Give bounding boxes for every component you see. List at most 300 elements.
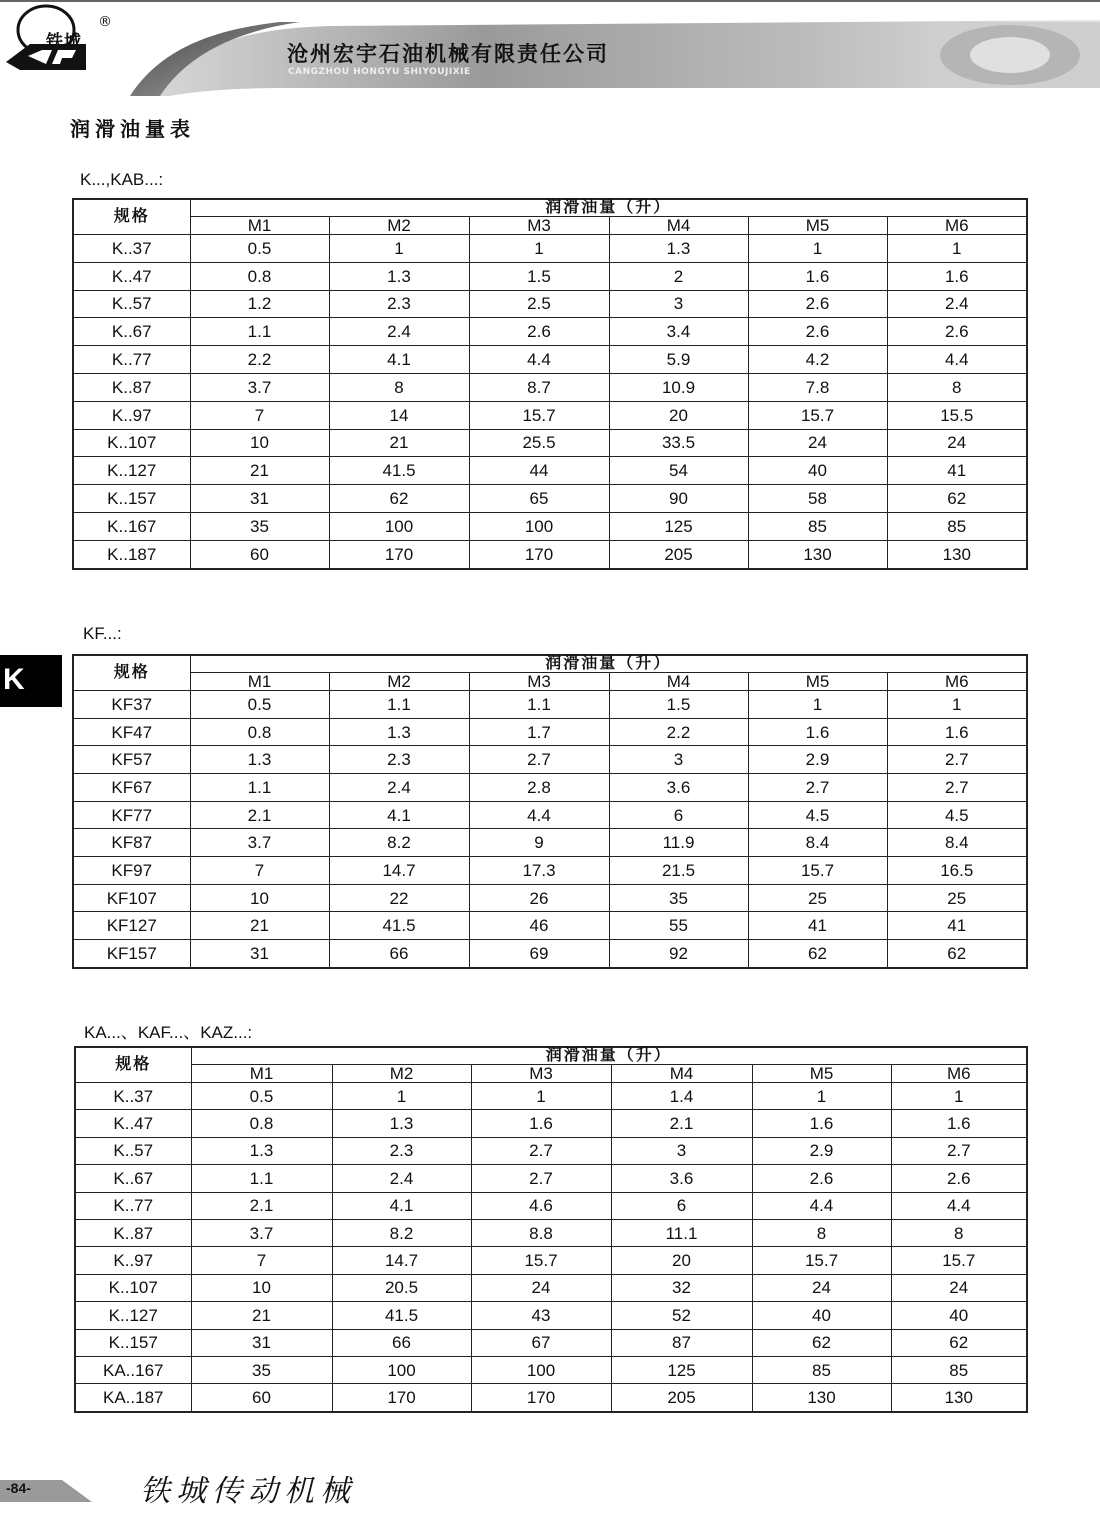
oil-volume-cell: 1: [748, 691, 887, 719]
oil-volume-cell: 1.6: [891, 1110, 1027, 1137]
oil-volume-cell: 8: [329, 373, 469, 401]
oil-volume-cell: 31: [190, 485, 329, 513]
oil-volume-cell: 2.4: [329, 774, 469, 802]
spec-cell: KA..167: [75, 1356, 191, 1383]
spec-cell: K..187: [73, 540, 190, 569]
oil-volume-cell: 14: [329, 401, 469, 429]
oil-volume-cell: 1.7: [469, 718, 609, 746]
oil-volume-cell: 15.7: [748, 857, 887, 885]
oil-volume-cell: 4.4: [752, 1192, 891, 1219]
oil-volume-cell: 3.4: [609, 318, 748, 346]
oil-volume-cell: 32: [611, 1274, 752, 1301]
oil-table-ka: [74, 1046, 1028, 1413]
oil-volume-cell: 8.4: [748, 829, 887, 857]
oil-volume-cell: 21: [329, 429, 469, 457]
oil-volume-cell: 100: [329, 512, 469, 540]
oil-volume-cell: 1: [887, 235, 1027, 263]
oil-volume-cell: 62: [329, 485, 469, 513]
oil-volume-cell: 3.7: [190, 373, 329, 401]
oil-volume-cell: 2.2: [190, 346, 329, 374]
oil-volume-cell: 15.5: [887, 401, 1027, 429]
spec-cell: K..67: [73, 318, 190, 346]
oil-volume-cell: 1.3: [332, 1110, 471, 1137]
oil-volume-cell: 24: [752, 1274, 891, 1301]
oil-volume-cell: 21: [190, 457, 329, 485]
table-row: [73, 262, 1027, 290]
oil-volume-cell: 0.5: [190, 691, 329, 719]
table-row: [73, 373, 1027, 401]
oil-volume-cell: 1: [332, 1083, 471, 1110]
table-row: [73, 540, 1027, 569]
oil-volume-cell: 41.5: [329, 912, 469, 940]
oil-volume-cell: 125: [609, 512, 748, 540]
spec-cell: K..67: [75, 1165, 191, 1192]
table-row: [73, 457, 1027, 485]
page-title: 润滑油量表: [70, 117, 195, 141]
table-row: [75, 1247, 1027, 1274]
oil-volume-cell: 1.3: [329, 718, 469, 746]
oil-volume-cell: 8: [891, 1219, 1027, 1246]
oil-volume-cell: 20.5: [332, 1274, 471, 1301]
table-row: [75, 1110, 1027, 1137]
oil-volume-cell: 15.7: [752, 1247, 891, 1274]
oil-volume-cell: 1.3: [190, 746, 329, 774]
oil-volume-cell: 1: [329, 235, 469, 263]
table-row: [75, 1329, 1027, 1356]
table-row: [75, 1274, 1027, 1301]
oil-volume-cell: 4.5: [887, 801, 1027, 829]
oil-volume-cell: 21: [190, 912, 329, 940]
table-row: [73, 235, 1027, 263]
oil-volume-cell: 2.1: [190, 801, 329, 829]
oil-volume-cell: 2.8: [469, 774, 609, 802]
oil-volume-cell: 22: [329, 884, 469, 912]
oil-volume-cell: 35: [609, 884, 748, 912]
oil-volume-cell: 9: [469, 829, 609, 857]
table-row: [75, 1165, 1027, 1192]
oil-volume-cell: 14.7: [332, 1247, 471, 1274]
oil-volume-cell: 205: [611, 1384, 752, 1412]
group-header: 润滑油量（升）: [191, 1047, 1027, 1065]
spec-cell: KA..187: [75, 1384, 191, 1412]
oil-volume-cell: 15.7: [891, 1247, 1027, 1274]
spec-cell: KF97: [73, 857, 190, 885]
oil-volume-cell: 15.7: [469, 401, 609, 429]
table-row: [75, 1083, 1027, 1110]
oil-volume-cell: 54: [609, 457, 748, 485]
oil-volume-cell: 8.2: [329, 829, 469, 857]
oil-volume-cell: 21: [191, 1302, 332, 1329]
oil-volume-cell: 85: [752, 1356, 891, 1383]
oil-volume-cell: 2.3: [332, 1137, 471, 1164]
oil-volume-cell: 4.4: [887, 346, 1027, 374]
oil-volume-cell: 2.6: [748, 290, 887, 318]
oil-volume-cell: 2.3: [329, 746, 469, 774]
oil-volume-cell: 60: [190, 540, 329, 569]
oil-volume-cell: 1.6: [748, 718, 887, 746]
oil-volume-cell: 2.7: [471, 1165, 611, 1192]
oil-volume-cell: 2.4: [887, 290, 1027, 318]
column-header: M6: [891, 1065, 1027, 1083]
oil-volume-cell: 100: [469, 512, 609, 540]
spec-cell: K..77: [73, 346, 190, 374]
spec-cell: K..157: [75, 1329, 191, 1356]
oil-volume-cell: 25: [887, 884, 1027, 912]
oil-volume-cell: 10: [191, 1274, 332, 1301]
oil-volume-cell: 1.1: [469, 691, 609, 719]
oil-volume-cell: 130: [891, 1384, 1027, 1412]
section-label-k: K...,KAB...:: [80, 170, 164, 189]
column-header: M2: [332, 1065, 471, 1083]
oil-volume-cell: 25: [748, 884, 887, 912]
oil-volume-cell: 205: [609, 540, 748, 569]
oil-volume-cell: 2.2: [609, 718, 748, 746]
oil-volume-cell: 21.5: [609, 857, 748, 885]
spec-cell: K..37: [75, 1083, 191, 1110]
oil-volume-cell: 1: [752, 1083, 891, 1110]
table-row: [75, 1137, 1027, 1164]
group-header: 润滑油量（升）: [190, 655, 1027, 673]
oil-volume-cell: 16.5: [887, 857, 1027, 885]
spec-cell: K..97: [75, 1247, 191, 1274]
oil-volume-cell: 69: [469, 940, 609, 968]
oil-volume-cell: 24: [471, 1274, 611, 1301]
oil-volume-cell: 3.7: [191, 1219, 332, 1246]
oil-volume-cell: 11.1: [611, 1219, 752, 1246]
oil-volume-cell: 17.3: [469, 857, 609, 885]
company-name-en: CANGZHOU HONGYU SHIYOUJIXIE: [288, 67, 471, 77]
spec-cell: K..107: [73, 429, 190, 457]
oil-volume-cell: 0.8: [190, 262, 329, 290]
oil-volume-cell: 62: [752, 1329, 891, 1356]
oil-volume-cell: 2.3: [329, 290, 469, 318]
oil-volume-cell: 52: [611, 1302, 752, 1329]
oil-volume-cell: 1: [748, 235, 887, 263]
oil-volume-cell: 130: [752, 1384, 891, 1412]
oil-volume-cell: 87: [611, 1329, 752, 1356]
table-row: [73, 746, 1027, 774]
oil-volume-cell: 0.5: [191, 1083, 332, 1110]
oil-volume-cell: 15.7: [748, 401, 887, 429]
oil-volume-cell: 66: [329, 940, 469, 968]
spec-header: 规格: [75, 1047, 191, 1083]
table-row: [73, 512, 1027, 540]
oil-volume-cell: 170: [469, 540, 609, 569]
oil-volume-cell: 3.6: [611, 1165, 752, 1192]
spec-cell: KF127: [73, 912, 190, 940]
oil-volume-cell: 10: [190, 429, 329, 457]
page-number: -84-: [6, 1480, 31, 1496]
oil-volume-cell: 4.4: [469, 346, 609, 374]
oil-volume-cell: 4.1: [332, 1192, 471, 1219]
table-row: [73, 857, 1027, 885]
oil-volume-cell: 33.5: [609, 429, 748, 457]
oil-volume-cell: 15.7: [471, 1247, 611, 1274]
oil-volume-cell: 2.9: [752, 1137, 891, 1164]
group-header: 润滑油量（升）: [190, 199, 1027, 217]
oil-volume-cell: 1.2: [190, 290, 329, 318]
column-header: M1: [191, 1065, 332, 1083]
spec-cell: KF37: [73, 691, 190, 719]
oil-volume-cell: 8.7: [469, 373, 609, 401]
oil-volume-cell: 66: [332, 1329, 471, 1356]
oil-volume-cell: 1.5: [469, 262, 609, 290]
section-label-ka: KA...、KAF...、KAZ...:: [84, 1023, 253, 1042]
column-header: M2: [329, 217, 469, 235]
oil-volume-cell: 2.7: [748, 774, 887, 802]
oil-volume-cell: 100: [332, 1356, 471, 1383]
column-header: M3: [469, 217, 609, 235]
oil-volume-cell: 2.6: [891, 1165, 1027, 1192]
table-row: [73, 829, 1027, 857]
spec-cell: K..57: [75, 1137, 191, 1164]
spec-cell: KF87: [73, 829, 190, 857]
oil-volume-cell: 92: [609, 940, 748, 968]
oil-volume-cell: 44: [469, 457, 609, 485]
oil-volume-cell: 7: [191, 1247, 332, 1274]
oil-volume-cell: 41.5: [332, 1302, 471, 1329]
side-tab-letter: K: [3, 663, 25, 696]
column-header: M1: [190, 217, 329, 235]
table-row: [73, 691, 1027, 719]
oil-volume-cell: 24: [748, 429, 887, 457]
oil-volume-cell: 130: [748, 540, 887, 569]
spec-cell: K..47: [75, 1110, 191, 1137]
oil-volume-cell: 90: [609, 485, 748, 513]
oil-volume-cell: 41: [887, 912, 1027, 940]
oil-volume-cell: 1: [469, 235, 609, 263]
oil-volume-cell: 130: [887, 540, 1027, 569]
oil-volume-cell: 11.9: [609, 829, 748, 857]
oil-volume-cell: 40: [752, 1302, 891, 1329]
oil-volume-cell: 58: [748, 485, 887, 513]
oil-volume-cell: 85: [887, 512, 1027, 540]
oil-volume-cell: 31: [191, 1329, 332, 1356]
oil-volume-cell: 1.1: [329, 691, 469, 719]
table-row: [73, 346, 1027, 374]
oil-volume-cell: 7.8: [748, 373, 887, 401]
oil-volume-cell: 1.6: [752, 1110, 891, 1137]
oil-volume-cell: 3: [609, 746, 748, 774]
oil-volume-cell: 6: [611, 1192, 752, 1219]
oil-volume-cell: 2.6: [469, 318, 609, 346]
oil-volume-cell: 1.6: [887, 718, 1027, 746]
table-row: [73, 940, 1027, 968]
oil-volume-cell: 1.1: [190, 318, 329, 346]
oil-volume-cell: 4.6: [471, 1192, 611, 1219]
column-header: M3: [469, 673, 609, 691]
oil-table-kf: [72, 654, 1028, 969]
table-row: [75, 1192, 1027, 1219]
spec-cell: KF47: [73, 718, 190, 746]
company-name-cn: 沧州宏宇石油机械有限责任公司: [287, 42, 609, 66]
oil-volume-cell: 0.5: [190, 235, 329, 263]
oil-volume-cell: 24: [891, 1274, 1027, 1301]
oil-volume-cell: 46: [469, 912, 609, 940]
oil-volume-cell: 40: [748, 457, 887, 485]
oil-volume-cell: 1.6: [471, 1110, 611, 1137]
oil-volume-cell: 2.7: [891, 1137, 1027, 1164]
oil-volume-cell: 0.8: [191, 1110, 332, 1137]
oil-volume-cell: 3: [611, 1137, 752, 1164]
oil-volume-cell: 2.7: [469, 746, 609, 774]
oil-volume-cell: 1.4: [611, 1083, 752, 1110]
spec-header: 规格: [73, 655, 190, 691]
oil-volume-cell: 4.4: [891, 1192, 1027, 1219]
oil-volume-cell: 170: [471, 1384, 611, 1412]
oil-volume-cell: 2.9: [748, 746, 887, 774]
spec-cell: K..157: [73, 485, 190, 513]
oil-volume-cell: 2: [609, 262, 748, 290]
table-row: [75, 1384, 1027, 1412]
oil-volume-cell: 31: [190, 940, 329, 968]
spec-cell: K..37: [73, 235, 190, 263]
table-row: [73, 318, 1027, 346]
column-header: M3: [471, 1065, 611, 1083]
column-header: M4: [611, 1065, 752, 1083]
oil-volume-cell: 20: [609, 401, 748, 429]
oil-volume-cell: 2.6: [887, 318, 1027, 346]
oil-volume-cell: 1.3: [329, 262, 469, 290]
oil-volume-cell: 2.5: [469, 290, 609, 318]
spec-cell: K..47: [73, 262, 190, 290]
table-row: [73, 912, 1027, 940]
column-header: M5: [748, 673, 887, 691]
oil-volume-cell: 3.7: [190, 829, 329, 857]
oil-volume-cell: 170: [329, 540, 469, 569]
oil-volume-cell: 0.8: [190, 718, 329, 746]
table-row: [73, 774, 1027, 802]
spec-cell: K..97: [73, 401, 190, 429]
column-header: M6: [887, 673, 1027, 691]
oil-volume-cell: 8: [887, 373, 1027, 401]
oil-volume-cell: 8.8: [471, 1219, 611, 1246]
oil-volume-cell: 1.1: [190, 774, 329, 802]
table-row: [73, 884, 1027, 912]
oil-volume-cell: 3: [609, 290, 748, 318]
footer-brand: 铁城传动机械: [140, 1474, 356, 1509]
oil-volume-cell: 3.6: [609, 774, 748, 802]
oil-volume-cell: 7: [190, 857, 329, 885]
spec-cell: KF67: [73, 774, 190, 802]
oil-volume-cell: 14.7: [329, 857, 469, 885]
oil-volume-cell: 2.4: [329, 318, 469, 346]
table-row: [75, 1302, 1027, 1329]
oil-volume-cell: 1: [891, 1083, 1027, 1110]
oil-volume-cell: 20: [611, 1247, 752, 1274]
oil-volume-cell: 2.6: [748, 318, 887, 346]
oil-volume-cell: 1.6: [748, 262, 887, 290]
registered-mark: ®: [98, 14, 112, 30]
column-header: M5: [748, 217, 887, 235]
table-row: [73, 801, 1027, 829]
table-row: [73, 290, 1027, 318]
column-header: M2: [329, 673, 469, 691]
oil-volume-cell: 41: [748, 912, 887, 940]
oil-volume-cell: 35: [190, 512, 329, 540]
spec-cell: KF107: [73, 884, 190, 912]
table-row: [73, 485, 1027, 513]
oil-volume-cell: 62: [891, 1329, 1027, 1356]
oil-volume-cell: 1.3: [609, 235, 748, 263]
oil-volume-cell: 4.4: [469, 801, 609, 829]
spec-cell: K..167: [73, 512, 190, 540]
column-header: M4: [609, 217, 748, 235]
column-header: M1: [190, 673, 329, 691]
oil-volume-cell: 125: [611, 1356, 752, 1383]
oil-volume-cell: 2.7: [887, 746, 1027, 774]
spec-cell: K..77: [75, 1192, 191, 1219]
oil-volume-cell: 40: [891, 1302, 1027, 1329]
column-header: M5: [752, 1065, 891, 1083]
oil-volume-cell: 2.4: [332, 1165, 471, 1192]
oil-table-k: [72, 198, 1028, 570]
oil-volume-cell: 5.9: [609, 346, 748, 374]
oil-volume-cell: 170: [332, 1384, 471, 1412]
column-header: M4: [609, 673, 748, 691]
oil-volume-cell: 1.5: [609, 691, 748, 719]
oil-volume-cell: 4.2: [748, 346, 887, 374]
spec-cell: K..87: [73, 373, 190, 401]
table-row: [75, 1219, 1027, 1246]
oil-volume-cell: 8: [752, 1219, 891, 1246]
spec-cell: K..57: [73, 290, 190, 318]
oil-volume-cell: 10: [190, 884, 329, 912]
section-side-tab: [0, 655, 62, 707]
oil-volume-cell: 1: [471, 1083, 611, 1110]
table-row: [75, 1356, 1027, 1383]
oil-volume-cell: 24: [887, 429, 1027, 457]
oil-volume-cell: 62: [748, 940, 887, 968]
header-banner: [0, 0, 1100, 96]
oil-volume-cell: 2.1: [191, 1192, 332, 1219]
oil-volume-cell: 25.5: [469, 429, 609, 457]
oil-volume-cell: 2.7: [887, 774, 1027, 802]
spec-header: 规格: [73, 199, 190, 235]
spec-cell: KF57: [73, 746, 190, 774]
oil-volume-cell: 100: [471, 1356, 611, 1383]
oil-volume-cell: 55: [609, 912, 748, 940]
oil-volume-cell: 41: [887, 457, 1027, 485]
oil-volume-cell: 60: [191, 1384, 332, 1412]
oil-volume-cell: 35: [191, 1356, 332, 1383]
column-header: M6: [887, 217, 1027, 235]
spec-cell: KF77: [73, 801, 190, 829]
oil-volume-cell: 8.2: [332, 1219, 471, 1246]
oil-volume-cell: 4.1: [329, 346, 469, 374]
oil-volume-cell: 62: [887, 485, 1027, 513]
spec-cell: K..87: [75, 1219, 191, 1246]
oil-volume-cell: 10.9: [609, 373, 748, 401]
oil-volume-cell: 67: [471, 1329, 611, 1356]
oil-volume-cell: 6: [609, 801, 748, 829]
logo-text: 铁城: [46, 32, 82, 52]
spec-cell: K..107: [75, 1274, 191, 1301]
oil-volume-cell: 1.1: [191, 1165, 332, 1192]
spec-cell: KF157: [73, 940, 190, 968]
oil-volume-cell: 2.6: [752, 1165, 891, 1192]
spec-cell: K..127: [75, 1302, 191, 1329]
oil-volume-cell: 1: [887, 691, 1027, 719]
oil-volume-cell: 26: [469, 884, 609, 912]
table-row: [73, 401, 1027, 429]
oil-volume-cell: 8.4: [887, 829, 1027, 857]
oil-volume-cell: 85: [748, 512, 887, 540]
oil-volume-cell: 85: [891, 1356, 1027, 1383]
oil-volume-cell: 2.1: [611, 1110, 752, 1137]
oil-volume-cell: 4.1: [329, 801, 469, 829]
table-row: [73, 718, 1027, 746]
